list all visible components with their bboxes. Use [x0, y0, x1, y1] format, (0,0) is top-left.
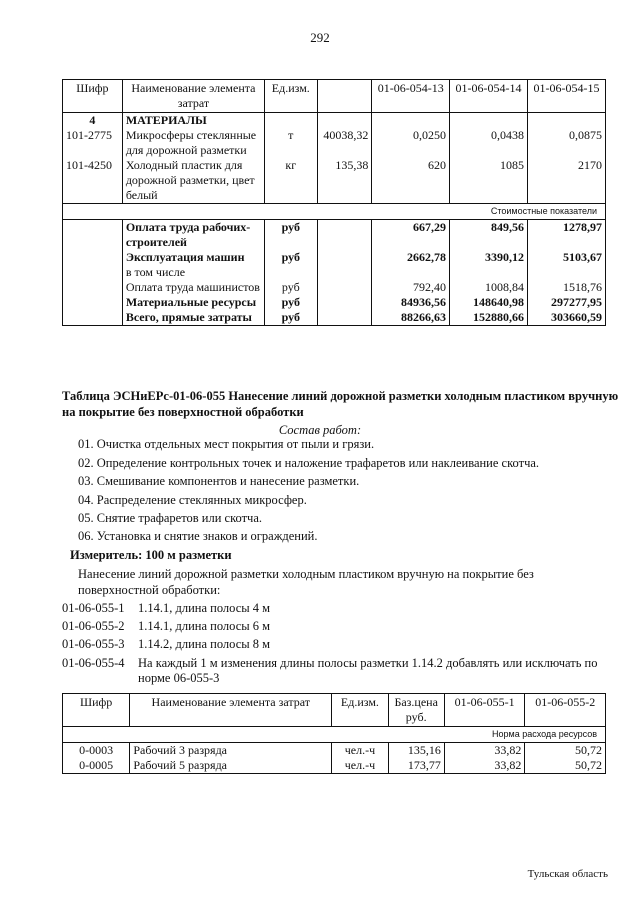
cell-v1: 84936,56 — [372, 295, 450, 310]
cell-v1: 620 — [372, 158, 450, 204]
table-row — [63, 265, 606, 280]
cell-v2: 0,0438 — [450, 128, 528, 158]
cell-v3: 5103,67 — [528, 250, 606, 265]
cell-v2: 849,56 — [450, 220, 528, 251]
cell-code: 101-2775 — [63, 128, 123, 158]
cell-unit: кг — [265, 158, 318, 204]
cell-price: 135,38 — [317, 158, 372, 204]
cell-name: Микросферы стеклянные для дорожной разметки — [122, 128, 264, 158]
cell-name: Холодный пластик для дорожной разметки, цвет белый — [122, 158, 264, 204]
cell-v2: 50,72 — [525, 743, 606, 759]
cell-v1: 88266,63 — [372, 310, 450, 326]
cell-v3: 1518,76 — [528, 280, 606, 295]
col-header-unit: Ед.изм. — [265, 80, 318, 113]
table-row — [63, 743, 606, 759]
work-item: 03. Смешивание компонентов и нанесение разметки. — [78, 474, 360, 488]
col-header-055-1: 01-06-055-1 — [444, 694, 525, 727]
cell-code: 0-0003 — [63, 743, 130, 759]
col-header-code: Шифр — [63, 80, 123, 113]
description: Нанесение линий дорожной разметки холодным пластиком вручную на покрытие без поверхностной обработки: — [78, 567, 534, 597]
cell-v2: 50,72 — [525, 758, 606, 774]
variant-code: 01-06-055-2 — [62, 619, 125, 633]
cell-v3: 297277,95 — [528, 295, 606, 310]
col-header-054-14: 01-06-054-14 — [450, 80, 528, 113]
work-item: 04. Распределение стеклянных микросфер. — [78, 493, 307, 507]
table-row — [63, 220, 606, 251]
work-item: 02. Определение контрольных точек и наложение трафаретов или наклеивание скотча. — [78, 456, 540, 470]
cell-v1: 667,29 — [372, 220, 450, 251]
section-title: МАТЕРИАЛЫ — [122, 113, 264, 129]
cell-v2: 1085 — [450, 158, 528, 204]
col-header-code: Шифр — [63, 694, 130, 727]
cell-unit: руб — [265, 280, 318, 295]
measure-unit: Измеритель: 100 м разметки — [70, 548, 232, 562]
table-row — [63, 280, 606, 295]
norm-label: Норма расхода ресурсов — [63, 727, 606, 743]
cell-unit: руб — [265, 250, 318, 265]
col-header-054-13: 01-06-054-13 — [372, 80, 450, 113]
table-row — [63, 158, 606, 204]
col-header-name: Наименование элемента затрат — [130, 694, 332, 727]
cell-v2: 148640,98 — [450, 295, 528, 310]
variant-code: 01-06-055-1 — [62, 601, 125, 615]
col-header-price: Баз.цена руб. — [388, 694, 444, 727]
cell-unit: руб — [265, 220, 318, 251]
table-row — [63, 295, 606, 310]
work-item: 06. Установка и снятие знаков и ограждений. — [78, 529, 318, 543]
cell-v1: 792,40 — [372, 280, 450, 295]
work-item: 01. Очистка отдельных мест покрытия от пыли и грязи. — [78, 437, 375, 451]
cell-unit: т — [265, 128, 318, 158]
cell-code: 101-4250 — [63, 158, 123, 204]
section-number: 4 — [63, 113, 123, 129]
col-header-unit: Ед.изм. — [332, 694, 388, 727]
col-header-price — [317, 80, 372, 113]
cell-unit: чел.-ч — [332, 743, 388, 759]
variant-code: 01-06-055-4 — [62, 656, 125, 670]
col-header-054-15: 01-06-054-15 — [528, 80, 606, 113]
cell-v1: 2662,78 — [372, 250, 450, 265]
cell-name: Эксплуатация машин — [122, 250, 264, 265]
cell-price: 40038,32 — [317, 128, 372, 158]
col-header-name: Наименование элемента затрат — [122, 80, 264, 113]
cell-name: Рабочий 3 разряда — [130, 743, 332, 759]
cell-v2: 152880,66 — [450, 310, 528, 326]
cost-indicators-label: Стоимостные показатели — [63, 204, 606, 220]
cell-name: Рабочий 5 разряда — [130, 758, 332, 774]
variant-text: 1.14.2, длина полосы 8 м — [138, 637, 271, 651]
cell-v1: 0,0250 — [372, 128, 450, 158]
cell-v1: 33,82 — [444, 743, 525, 759]
cell-unit: руб — [265, 310, 318, 326]
cell-unit: чел.-ч — [332, 758, 388, 774]
work-item: 05. Снятие трафаретов или скотча. — [78, 511, 263, 525]
cell-v3: 1278,97 — [528, 220, 606, 251]
cell-v2: 1008,84 — [450, 280, 528, 295]
col-header-055-2: 01-06-055-2 — [525, 694, 606, 727]
cell-price: 173,77 — [388, 758, 444, 774]
table-row — [63, 310, 606, 326]
cell-name: Материальные ресурсы — [122, 295, 264, 310]
region-footer: Тульская область — [527, 868, 608, 880]
cell-code: 0-0005 — [63, 758, 130, 774]
cell-v3: 2170 — [528, 158, 606, 204]
variant-code: 01-06-055-3 — [62, 637, 125, 651]
variant-text: 1.14.1, длина полосы 4 м — [138, 601, 271, 615]
page-number: 292 — [310, 30, 330, 45]
cell-name: в том числе — [122, 265, 264, 280]
table-row — [63, 128, 606, 158]
table-row — [63, 250, 606, 265]
cell-v3: 0,0875 — [528, 128, 606, 158]
table-title: Таблица ЭСНиЕРс-01-06-055 Нанесение линий дорожной разметки холодным пластиком вручную на покрытие без поверхностной обработки — [62, 389, 619, 419]
variant-text: 1.14.1, длина полосы 6 м — [138, 619, 271, 633]
cell-v1: 33,82 — [444, 758, 525, 774]
cell-price: 135,16 — [388, 743, 444, 759]
resources-table-055 — [62, 693, 606, 774]
cell-name: Оплата труда рабочих-строителей — [122, 220, 264, 251]
work-composition-heading: Состав работ: — [278, 423, 362, 437]
cell-name: Оплата труда машинистов — [122, 280, 264, 295]
cell-unit: руб — [265, 295, 318, 310]
variant-text: На каждый 1 м изменения длины полосы разметки 1.14.2 добавлять или исключать по норме 06-055-3 — [138, 656, 598, 685]
cell-name: Всего, прямые затраты — [122, 310, 264, 326]
table-row — [63, 758, 606, 774]
cell-v3: 303660,59 — [528, 310, 606, 326]
cell-v2: 3390,12 — [450, 250, 528, 265]
resources-table-054 — [62, 79, 606, 326]
